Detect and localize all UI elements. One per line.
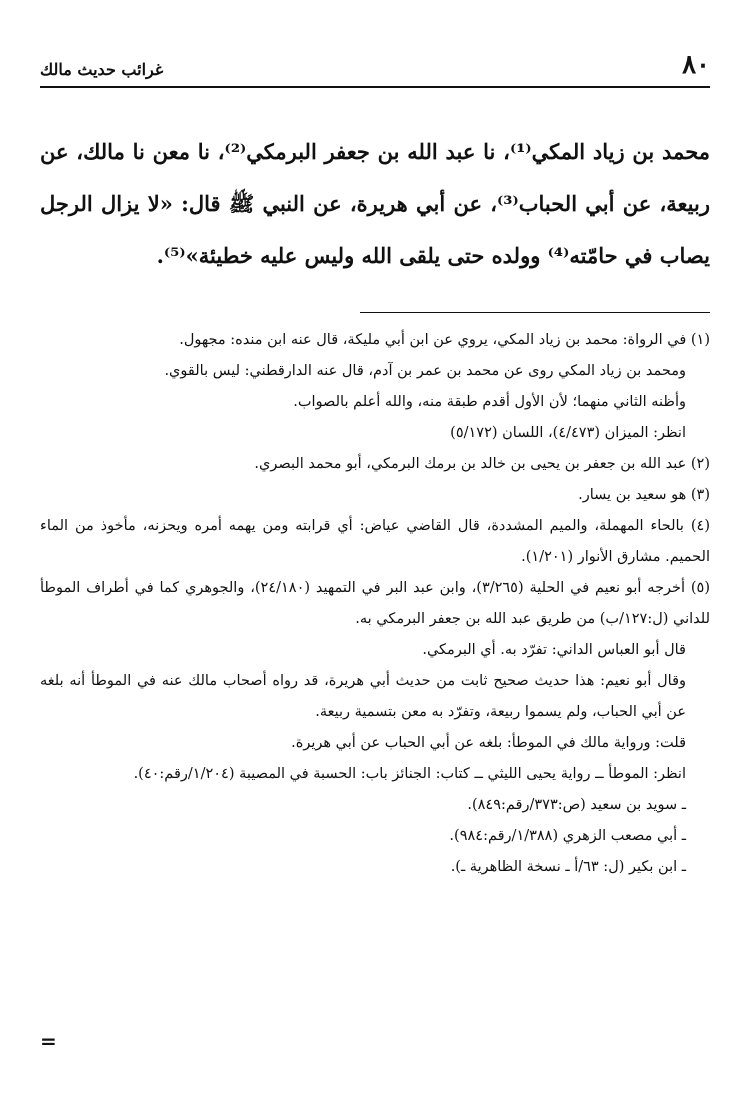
hadith-paragraph: محمد بن زياد المكي⁽¹⁾، نا عبد الله بن جعفر البرمكي⁽²⁾، نا معن نا مالك، عن ربيعة، عن أبي الحباب⁽³⁾، عن أبي هريرة، عن النبي ﷺ قال: «لا يزال الرجل يصاب في حامّته⁽⁴⁾ وولده حتى يلقى الله وليس عليه خطيئة»⁽⁵⁾. (40, 139, 710, 268)
footnote-5-line-6: ـ سويد بن سعيد (ص:٣٧٣/رقم:٨٤٩). (467, 797, 686, 813)
footnote-5-line-4: قلت: ورواية مالك في الموطأ: بلغه عن أبي الحباب عن أبي هريرة. (291, 735, 686, 751)
footnote-5-line-5: انظر: الموطأ ــ رواية يحيى الليثي ــ كتاب: الجنائز باب: الحسبة في المصيبة (١/٢٠٤/رقم:٤٠). (133, 766, 686, 782)
continuation-mark: = (40, 1029, 57, 1053)
footnote-3: (٣) هو سعيد بن يسار. (578, 487, 710, 503)
footnote-2: (٢) عبد الله بن جعفر بن يحيى بن خالد بن برمك البرمكي، أبو محمد البصري. (254, 456, 710, 472)
footnote-5-line-8: ـ ابن بكير (ل: ٦٣/أ ـ نسخة الظاهرية ـ). (450, 859, 686, 875)
footnote-5-line-7: ـ أبي مصعب الزهري (١/٣٨٨/رقم:٩٨٤). (449, 828, 686, 844)
footnote-1-line-2: ومحمد بن زياد المكي روى عن محمد بن عمر بن آدم، قال عنه الدارقطني: ليس بالقوي. (164, 363, 686, 379)
footnote-5-line-3: وقال أبو نعيم: هذا حديث صحيح ثابت من حديث أبي هريرة، قد رواه أصحاب مالك عنه في الموطأ أنه بلغه عن أبي الحباب، ولم يسموا ربيعة، وتفرّد به معن بتسمية ربيعة. (40, 673, 686, 720)
page-number: ٨٠ (682, 50, 710, 80)
hadith-text (40, 126, 710, 282)
footnote-1-line-3: وأظنه الثاني منهما؛ لأن الأول أقدم طبقة منه، والله أعلم بالصواب. (293, 394, 686, 410)
page-header (40, 52, 710, 88)
footnotes (40, 325, 710, 883)
running-title: غرائب حديث مالك (40, 60, 164, 79)
footnote-5-line-2: قال أبو العباس الداني: تفرّد به. أي البرمكي. (422, 642, 686, 658)
footnote-4: (٤) بالحاء المهملة، والميم المشددة، قال القاضي عياض: أي قرابته ومن يهمه أمره ويحزنه، مأخوذ من الماء الحميم. مشارق الأنوار (١/٢٠١). (40, 518, 710, 565)
footnote-1: (١) في الرواة: محمد بن زياد المكي، يروي عن ابن أبي مليكة، قال عنه ابن منده: مجهول. (179, 332, 710, 348)
footnote-1-line-4: انظر: الميزان (٤/٤٧٣)، اللسان (٥/١٧٢) (450, 425, 686, 441)
footnote-divider (360, 312, 710, 313)
footnote-5: (٥) أخرجه أبو نعيم في الحلية (٣/٢٦٥)، وابن عبد البر في التمهيد (٢٤/١٨٠)، والجوهري كما في أطراف الموطأ للداني (ل:١٢٧/ب) من طريق عبد الله بن جعفر البرمكي به. (40, 580, 710, 627)
